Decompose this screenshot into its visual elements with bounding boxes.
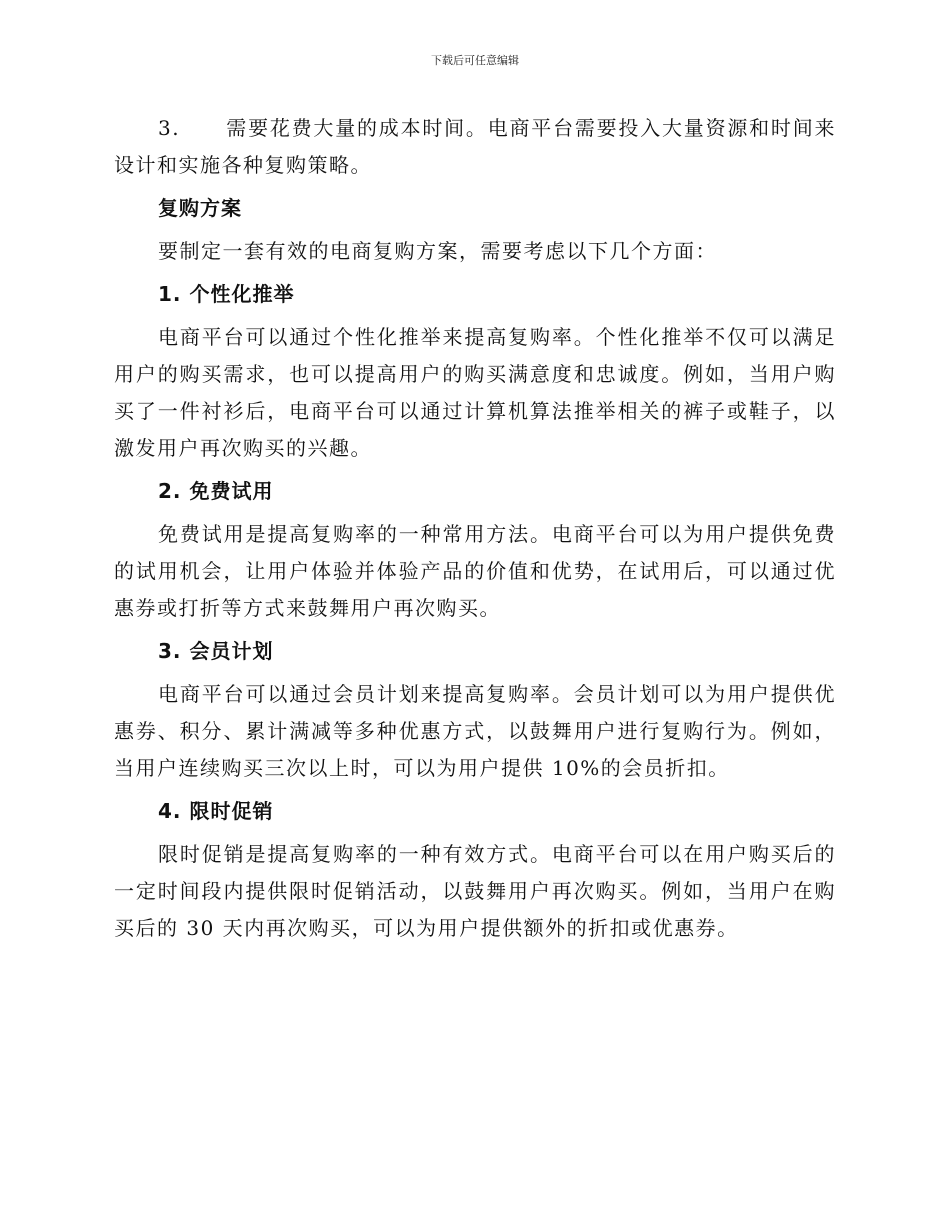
item-title-personalized-recommendation: 1. 个性化推举 xyxy=(158,282,295,306)
item-body-membership-plan: 电商平台可以通过会员计划来提高复购率。会员计划可以为用户提供优惠券、积分、累计满减等多种优惠方式，以鼓舞用户进行复购行为。例如，当用户连续购买三次以上时，可以为用户提供 10%的会员折扣。 xyxy=(114,682,836,780)
page-header: 下载后可任意编辑 xyxy=(431,54,519,67)
intro-item-number: 3. xyxy=(158,116,181,140)
section-intro: 要制定一套有效的电商复购方案，需要考虑以下几个方面： xyxy=(158,239,717,263)
document-body xyxy=(114,110,836,953)
item-body-free-trial: 免费试用是提高复购率的一种常用方法。电商平台可以为用户提供免费的试用机会，让用户体验并体验产品的价值和优势，在试用后，可以通过优惠券或打折等方式来鼓舞用户再次购买。 xyxy=(114,522,836,620)
item-body-limited-time-promotion: 限时促销是提高复购率的一种有效方式。电商平台可以在用户购买后的一定时间段内提供限时促销活动，以鼓舞用户再次购买。例如，当用户在购买后的 30 天内再次购买，可以为用户提供额外的折扣或优惠券。 xyxy=(114,842,836,940)
intro-item-text: 需要花费大量的成本时间。电商平台需要投入大量资源和时间来设计和实施各种复购策略。 xyxy=(114,116,836,177)
item-body-personalized-recommendation: 电商平台可以通过个性化推举来提高复购率。个性化推举不仅可以满足用户的购买需求，也可以提高用户的购买满意度和忠诚度。例如，当用户购买了一件衬衫后，电商平台可以通过计算机算法推举相关的裤子或鞋子，以激发用户再次购买的兴趣。 xyxy=(114,325,836,460)
intro-item xyxy=(114,110,836,184)
item-title-free-trial: 2. 免费试用 xyxy=(158,479,274,503)
section-title: 复购方案 xyxy=(158,196,242,220)
item-title-limited-time-promotion: 4. 限时促销 xyxy=(158,799,274,823)
item-title-membership-plan: 3. 会员计划 xyxy=(158,639,274,663)
